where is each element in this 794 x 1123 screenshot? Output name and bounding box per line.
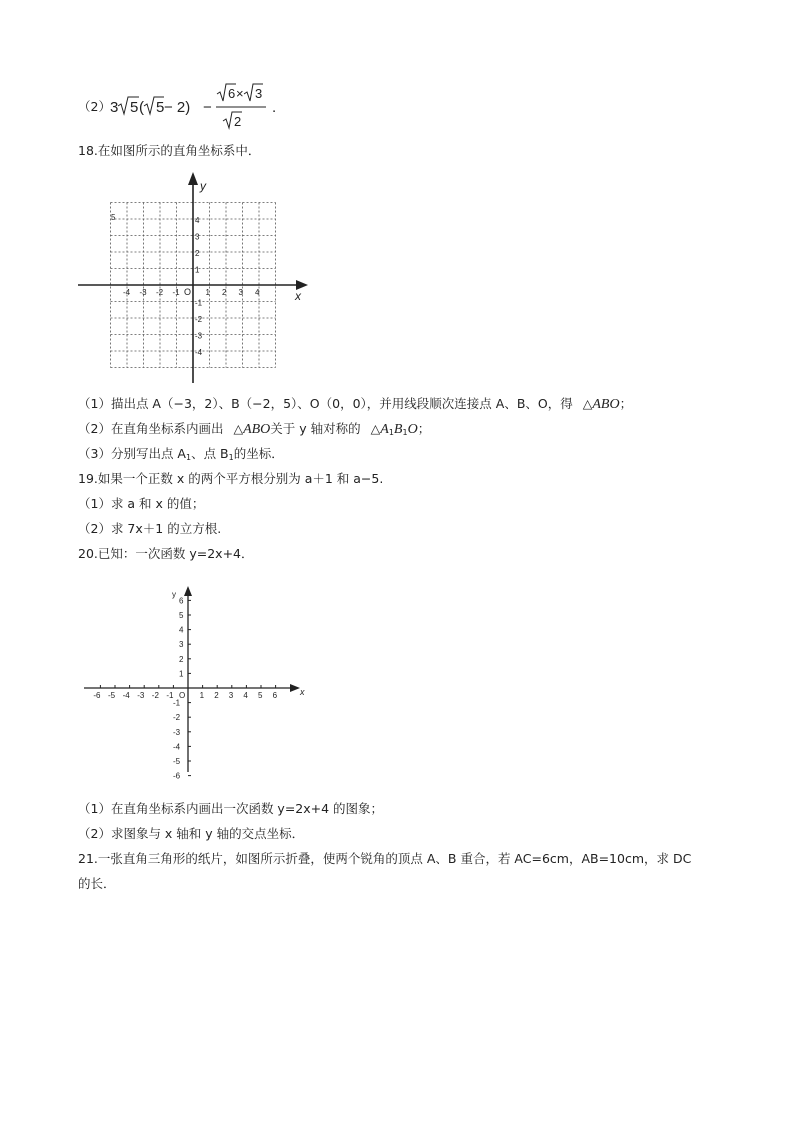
q20-origin: O	[179, 691, 186, 700]
q20-part1: （1）在直角坐标系内画出一次函数 y=2x+4 的图象；	[78, 801, 384, 816]
expr-coef: 3	[110, 99, 119, 116]
q18-coordinate-grid	[74, 170, 314, 388]
q20-y-tick: 4	[179, 625, 184, 635]
triangle-symbol: △	[370, 421, 381, 436]
q20-y-tick: 3	[179, 640, 184, 650]
q18-origin: O	[184, 287, 192, 297]
expr-times: ×	[236, 86, 244, 101]
q20-y-tick: -4	[173, 742, 181, 752]
q20-x-tick: 3	[228, 691, 234, 700]
q18-part2	[78, 421, 430, 441]
q18-part3-b: 、点 B	[191, 446, 229, 461]
expr-rad5a: 5	[130, 99, 139, 116]
q18-part2-O: O	[407, 422, 418, 437]
q18-part2-A: A	[380, 422, 389, 437]
q18-x-tick: -4	[123, 288, 131, 297]
q18-y-tick: -4	[195, 348, 203, 357]
q18-part2-sub: 1	[402, 428, 408, 437]
q21-line2: 的长．	[78, 876, 116, 891]
q18-corner-mark: 5	[111, 213, 116, 222]
q18-x-tick: -3	[139, 288, 147, 297]
q18-part1-text: （1）描出点 A（−3，2）、B（−2，5）、O（0，0），并用线段顺次连接点 A、B、O，得	[78, 396, 573, 411]
q18-x-tick: -1	[172, 288, 180, 297]
q18-y-tick: -1	[195, 298, 203, 308]
q18-y-tick: 1	[195, 265, 200, 275]
q20-x-arrow-icon	[290, 684, 300, 692]
q20-part2: （2）求图象与 x 轴和 y 轴的交点坐标．	[78, 826, 305, 841]
expr-minus: −	[203, 99, 212, 116]
q18-y-arrow-icon	[188, 172, 198, 185]
q20-y-tick: 1	[179, 669, 184, 679]
q20-y-tick: -2	[173, 713, 181, 723]
expression-2-label: （2）	[78, 99, 111, 114]
q18-x-tick: -2	[156, 288, 164, 297]
expr-minus2: − 2)	[164, 99, 191, 116]
q20-x-label: x	[300, 687, 305, 697]
q20-x-tick: -5	[108, 691, 116, 700]
q20-x-tick: 6	[272, 691, 278, 700]
q18-stem: 18.在如图所示的直角坐标系中．	[78, 143, 261, 158]
expr-open: (	[139, 99, 144, 116]
expr-rad5b: 5	[156, 99, 165, 116]
q18-part2-mid: 关于 y 轴对称的	[270, 421, 361, 436]
q18-x-tick: 3	[238, 288, 243, 297]
q18-part2-sub: 1	[388, 428, 394, 437]
q18-y-label: y	[200, 179, 206, 193]
expr-num-rad6: 6	[228, 86, 236, 101]
q18-part1-triangle-name: ABO	[592, 397, 620, 412]
q18-x-tick: 2	[222, 288, 227, 297]
q20-x-tick: -2	[151, 691, 159, 700]
expr-num-rad3: 3	[255, 86, 263, 101]
q18-y-tick: 3	[195, 232, 200, 242]
q18-part2-text: （2）在直角坐标系内画出	[78, 421, 224, 436]
q18-x-tick-labels	[123, 288, 260, 297]
q18-part2-triangle-name: ABO	[243, 422, 271, 437]
q18-y-tick: 4	[195, 216, 200, 225]
q20-stem: 20.已知：一次函数 y=2x+4．	[78, 546, 254, 561]
q20-y-arrow-icon	[184, 586, 192, 596]
q20-y-tick: -3	[173, 727, 181, 737]
q20-x-tick-labels	[93, 691, 277, 700]
q20-x-tick: -6	[93, 691, 101, 700]
q18-x-tick: 1	[205, 288, 210, 297]
q18-part2-end: ；	[417, 421, 431, 436]
q19-stem: 19.如果一个正数 x 的两个平方根分别为 a＋1 和 a−5.	[78, 471, 384, 486]
expr-period: .	[272, 99, 277, 116]
q20-x-tick: 2	[214, 691, 219, 700]
q18-part3-sub: 1	[228, 453, 234, 462]
q18-x-label: x	[295, 289, 301, 303]
q20-y-tick: -1	[173, 698, 181, 708]
q21-line1: 21.一张直角三角形的纸片，如图所示折叠，使两个锐角的顶点 A、B 重合，若 AC=6cm，AB=10cm，求 DC	[78, 851, 692, 866]
expr-den-rad2: 2	[234, 114, 242, 129]
q20-x-tick: 4	[243, 691, 248, 700]
q20-x-tick: -3	[137, 691, 145, 700]
q18-part3	[78, 446, 284, 466]
q20-y-tick: 2	[179, 654, 184, 664]
q20-x-tick: -4	[122, 691, 130, 700]
expression-2-formula	[106, 78, 276, 134]
triangle-symbol: △	[233, 421, 244, 436]
q18-part2-B: B	[393, 422, 403, 437]
q20-y-tick: 5	[179, 611, 184, 620]
q20-y-label: y	[172, 590, 176, 599]
q18-part3-a: （3）分别写出点 A	[78, 446, 186, 461]
q18-y-tick-labels	[195, 216, 203, 357]
q20-x-tick: -1	[166, 691, 174, 700]
q20-coordinate-axes	[80, 584, 316, 781]
q20-y-tick: 6	[179, 596, 184, 606]
q18-part3-sub: 1	[185, 453, 192, 462]
q18-part3-c: 的坐标．	[233, 446, 284, 461]
q18-y-tick: 2	[195, 249, 200, 258]
q18-part1	[78, 396, 632, 413]
q18-x-tick: 4	[255, 288, 260, 297]
q20-y-tick: -6	[173, 771, 181, 781]
q19-part2: （2）求 7x＋1 的立方根.	[78, 521, 222, 536]
q18-y-tick: -2	[195, 315, 203, 324]
q19-part1: （1）求 a 和 x 的值；	[78, 496, 205, 511]
q18-y-tick: -3	[195, 331, 203, 341]
q20-y-tick: -5	[173, 757, 181, 766]
q18-part1-end: ；	[619, 396, 633, 411]
triangle-symbol: △	[582, 396, 593, 411]
q20-x-tick: 5	[258, 691, 263, 700]
q20-x-tick: 1	[199, 691, 205, 700]
